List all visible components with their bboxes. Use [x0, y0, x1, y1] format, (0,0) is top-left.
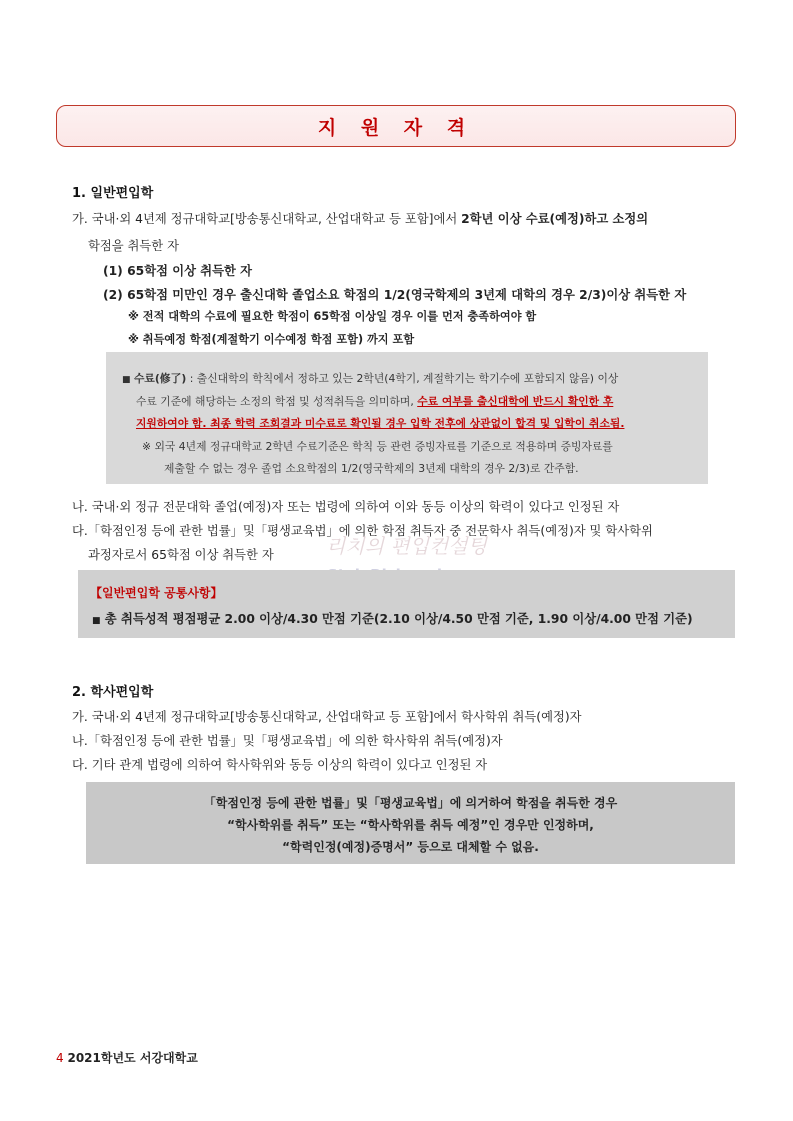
section1-da-line2: 과정자로서 65학점 이상 취득한 자: [88, 548, 274, 562]
section1-heading: 1. 일반편입학: [72, 186, 154, 201]
section1-item1: (1) 65학점 이상 취득한 자: [103, 264, 253, 278]
common-requirements-box: [78, 570, 735, 638]
section2-da: 다. 기타 관계 법령에 의하여 학사학위와 동등 이상의 학력이 있다고 인정된 자: [72, 758, 488, 772]
section1-ga-line1: [72, 209, 648, 227]
square-bullet-icon: ■: [92, 616, 101, 626]
section1-na: 나. 국내·외 정규 전문대학 졸업(예정)자 또는 법령에 의하여 이와 동등 이상의 학력이 있다고 인정된 자: [72, 500, 620, 514]
section1-item2: (2) 65학점 미만인 경우 출신대학 졸업소요 학점의 1/2(영국학제의 3년제 대학의 경우 2/3)이상 취득한 자: [103, 288, 687, 302]
completion-box-line5: 제출할 수 없는 경우 졸업 소요학점의 1/2(영국학제의 3년제 대학의 경우 2/3)로 간주함.: [164, 462, 579, 475]
bachelor-notice-line2: “학사학위를 취득” 또는 “학사학위를 취득 예정”인 경우만 인정하며,: [227, 818, 594, 832]
section1-ga-line1-a: 가. 국내·외 4년제 정규대학교[방송통신대학교, 산업대학교 등 포함]에서: [72, 212, 462, 226]
completion-box-line1: ■ 수료(修了) : 출신대학의 학칙에서 정하고 있는 2학년(4학기, 계절학기는 학기수에 포함되지 않음) 이상: [122, 372, 619, 385]
section1-da-line1: 다.「학점인정 등에 관한 법률」및「평생교육법」에 의한 학점 취득자 중 전문학사 취득(예정)자 및 학사학위: [72, 524, 653, 538]
watermark-logo-text: 리치의 편입컨설팅: [326, 534, 487, 558]
completion-warning-a: 수료 여부를 출신대학에 반드시 확인한 후: [417, 395, 614, 408]
page-title: 지 원 자 격: [317, 116, 475, 139]
common-requirements-text: ■ 총 취득성적 평점평균 2.00 이상/4.30 만점 기준(2.10 이상/4.50 만점 기준, 1.90 이상/4.00 만점 기준): [92, 612, 693, 626]
bachelor-notice-line3: “학력인정(예정)증명서” 등으로 대체할 수 없음.: [282, 840, 539, 854]
common-requirements-heading: 【일반편입학 공통사항】: [90, 586, 223, 600]
section1-note2: ※ 취득예정 학점(계절학기 이수예정 학점 포함) 까지 포함: [128, 333, 415, 346]
completion-box-line2: 수료 기준에 해당하는 소정의 학점 및 성적취득을 의미하며, 수료 여부를 출신대학에 반드시 확인한 후: [136, 395, 614, 408]
section1-ga-line1-b: 2학년 이상 수료(예정)하고 소정의: [461, 212, 649, 226]
footer: [56, 1049, 198, 1066]
section2-heading: 2. 학사편입학: [72, 685, 154, 700]
footer-text: 2021학년도 서강대학교: [67, 1051, 198, 1065]
bachelor-notice-line1: 「학점인정 등에 관한 법률」및「평생교육법」에 의거하여 학점을 취득한 경우: [203, 796, 618, 810]
page-title-box: [56, 105, 736, 147]
completion-label: 수료(修了): [133, 372, 187, 385]
completion-box-line3: [136, 416, 624, 431]
section2-na: 나.「학점인정 등에 관한 법률」및「평생교육법」에 의한 학사학위 취득(예정)자: [72, 734, 503, 748]
page-number: 4: [56, 1051, 64, 1065]
section1-ga-line2: 학점을 취득한 자: [88, 239, 179, 253]
section2-ga: 가. 국내·외 4년제 정규대학교[방송통신대학교, 산업대학교 등 포함]에서 학사학위 취득(예정)자: [72, 710, 582, 724]
completion-warning-b: 지원하여야 함. 최종 학력 조회결과 미수료로 확인될 경우 입학 전후에 상관없이 합격 및 입학이 취소됨.: [136, 417, 625, 430]
completion-box-line4: ※ 외국 4년제 정규대학교 2학년 수료기준은 학칙 등 관련 증빙자료를 기준으로 적용하며 증빙자료를: [142, 440, 613, 453]
section1-note1: ※ 전적 대학의 수료에 필요한 학점이 65학점 이상일 경우 이를 먼저 충족하여야 함: [128, 310, 537, 323]
square-bullet-icon: ■: [122, 375, 131, 385]
